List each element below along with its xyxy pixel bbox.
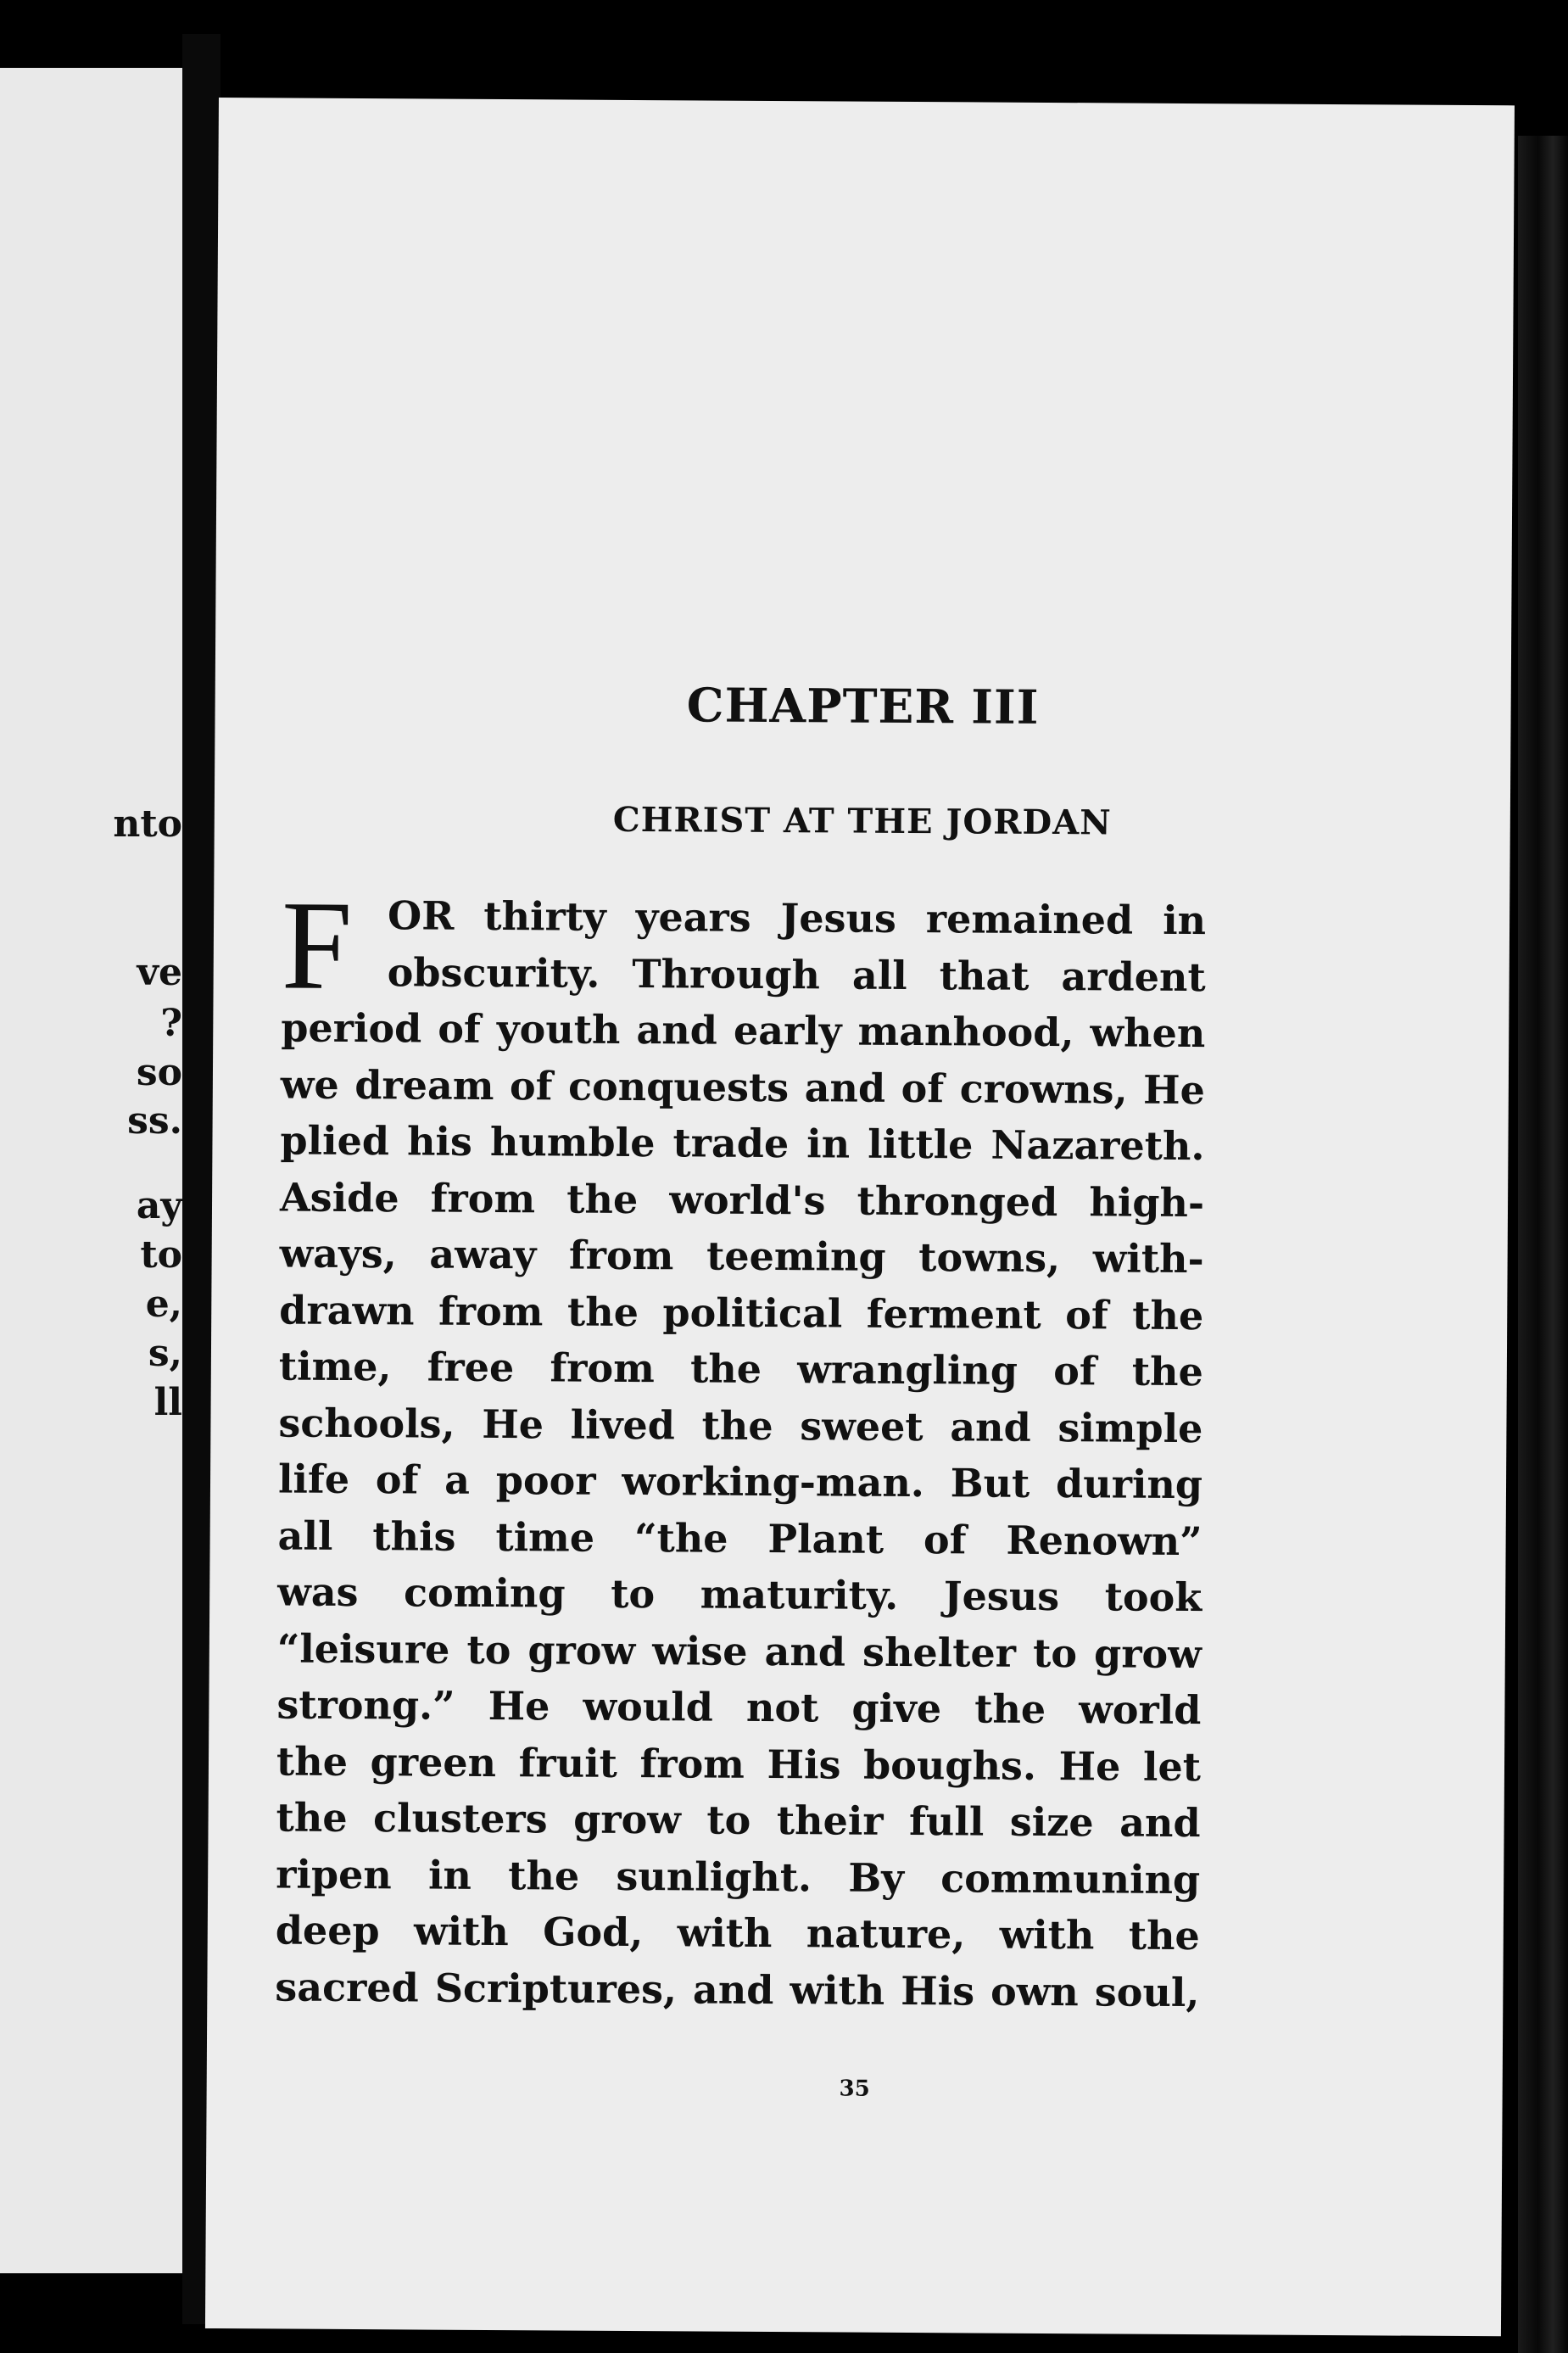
text-line: drawn from the political ferment of the <box>279 1286 1204 1339</box>
text-line: the green fruit from His boughs. He let <box>276 1737 1202 1790</box>
facing-page <box>0 68 182 2273</box>
text-line: time, free from the wrangling of the <box>278 1343 1204 1395</box>
chapter-label: CHAPTER III <box>686 677 1040 735</box>
chapter-title: CHRIST AT THE JORDAN <box>612 799 1112 843</box>
text-line: we dream of conquests and of crowns, He <box>280 1060 1206 1113</box>
text-line: all this time “the Plant of Renown” <box>277 1512 1203 1564</box>
book-page <box>205 98 1515 2336</box>
facing-page-fragment: ? <box>160 1002 182 1045</box>
text-line: ripen in the sunlight. By communing <box>276 1850 1201 1903</box>
facing-page-fragment: so <box>136 1051 182 1094</box>
facing-page-fragment: s, <box>148 1332 182 1375</box>
text-line: schools, He lived the sweet and simple <box>278 1399 1203 1451</box>
text-line: deep with God, with nature, with the <box>275 1907 1200 1959</box>
drop-cap: F <box>281 875 353 1016</box>
page-number: 35 <box>839 2076 870 2102</box>
text-line: sacred Scriptures, and with His own soul, <box>275 1963 1200 2015</box>
facing-page-fragment: nto <box>113 802 182 846</box>
text-line: period of youth and early manhood, when <box>281 1004 1206 1057</box>
text-line: life of a poor working-man. But during <box>277 1456 1203 1508</box>
body-text <box>275 875 1207 2020</box>
text-line: Aside from the world's thronged high- <box>279 1173 1205 1226</box>
facing-page-fragment: ll <box>153 1381 182 1424</box>
facing-page-fragment: ss. <box>127 1099 182 1143</box>
book-edge <box>1518 136 1568 2353</box>
text-line: the clusters grow to their full size and <box>276 1794 1201 1847</box>
text-line: ways, away from teeming towns, with- <box>279 1230 1204 1283</box>
facing-page-fragment: e, <box>145 1283 182 1326</box>
text-line: obscurity. Through all that ardent <box>387 948 1206 1000</box>
text-line: “leisure to grow wise and shelter to grow <box>276 1624 1202 1677</box>
facing-page-fragment: ve <box>137 951 182 994</box>
text-line: OR thirty years Jesus remained in <box>387 892 1207 944</box>
facing-page-fragment: ay <box>136 1184 182 1227</box>
text-line: plied his humble trade in little Nazareth. <box>280 1117 1205 1170</box>
facing-page-fragment: to <box>140 1233 182 1277</box>
text-line: strong.” He would not give the world <box>276 1681 1202 1734</box>
text-line: was coming to maturity. Jesus took <box>277 1568 1203 1621</box>
